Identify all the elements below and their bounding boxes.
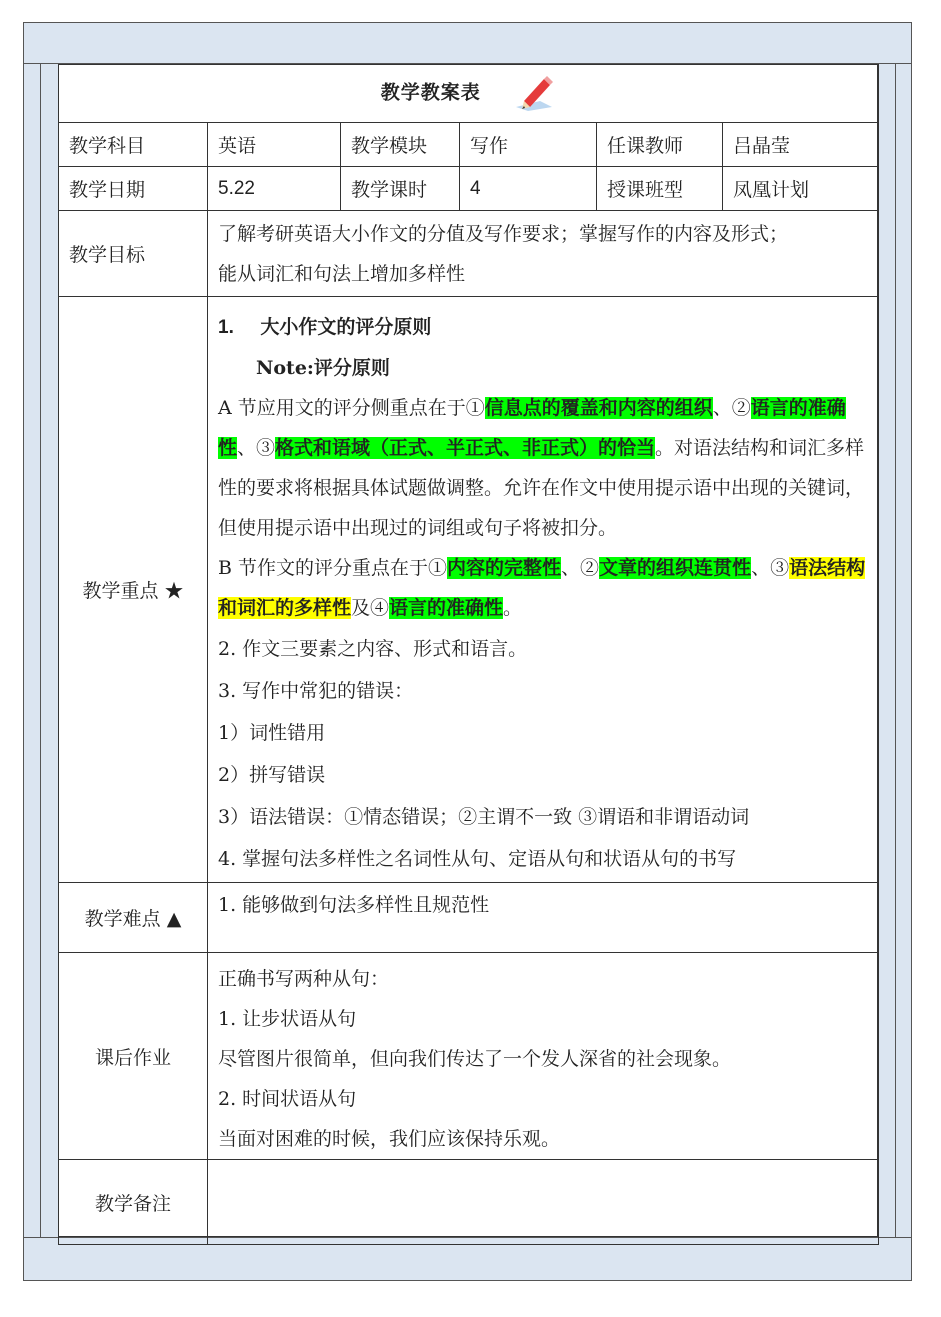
lesson-plan-table	[58, 64, 879, 1245]
objective-line1: 了解考研英语大小作文的分值及写作要求；掌握写作的内容及形式；	[218, 222, 789, 245]
date-label: 教学日期	[59, 167, 208, 211]
class-value: 凤凰计划	[723, 167, 879, 211]
subject-label: 教学科目	[59, 123, 208, 167]
notes-content	[208, 1160, 879, 1245]
class-label: 授课班型	[597, 167, 723, 211]
homework-sentence-1: 尽管图片很简单，但向我们传达了一个发人深省的社会现象。	[218, 1048, 732, 1070]
teacher-value: 吕晶莹	[723, 123, 879, 167]
error-3: 3）语法错误：①情态错误；②主谓不一致 ③谓语和非谓语动词	[218, 806, 750, 828]
date-value: 5.22	[208, 167, 341, 211]
focus-section-b: B 节作文的评分重点在于①内容的完整性、②文章的组织连贯性、③语法结构和词汇的多样性及④语言的准确性。	[218, 557, 866, 619]
objective-content	[208, 211, 879, 297]
difficulty-content: 1. 能够做到句法多样性且规范性	[208, 883, 879, 953]
objective-label: 教学目标	[59, 211, 208, 297]
teacher-label: 任课教师	[597, 123, 723, 167]
hours-value: 4	[460, 167, 597, 211]
homework-item-1: 1. 让步状语从句	[218, 1008, 357, 1030]
difficulty-label: 教学难点 ▲	[59, 883, 208, 953]
hours-label: 教学课时	[341, 167, 460, 211]
error-2: 2）拼写错误	[218, 764, 326, 786]
pencil-icon	[512, 71, 556, 116]
focus-note: Note:评分原则	[256, 357, 390, 379]
notes-label: 教学备注	[59, 1160, 208, 1245]
objective-line2: 能从词汇和句法上增加多样性	[218, 262, 466, 285]
error-1: 1）词性错用	[218, 722, 326, 744]
focus-section-a: A 节应用文的评分侧重点在于①信息点的覆盖和内容的组织、②语言的准确性、③格式和语域（正式、半正式、非正式）的恰当。对语法结构和词汇多样性的要求将根据具体试题做调整。允许在作文中使用提示语中出现的关键词，但使用提示语中出现过的词组或句子将被扣分。	[218, 397, 865, 539]
focus-label: 教学重点 ★	[59, 297, 208, 883]
subject-value: 英语	[208, 123, 341, 167]
focus-point-2: 2. 作文三要素之内容、形式和语言。	[218, 638, 528, 660]
homework-content	[208, 953, 879, 1160]
focus-heading-1: 1. 大小作文的评分原则	[218, 316, 432, 338]
focus-point-3: 3. 写作中常犯的错误：	[218, 680, 414, 702]
homework-sentence-2: 当面对困难的时候，我们应该保持乐观。	[218, 1128, 561, 1150]
module-value: 写作	[460, 123, 597, 167]
focus-point-4: 4. 掌握句法多样性之名词性从句、定语从句和状语从句的书写	[218, 848, 737, 870]
title-cell	[59, 65, 879, 123]
page-title: 教学教案表	[380, 81, 481, 104]
homework-intro: 正确书写两种从句：	[218, 968, 390, 990]
homework-label: 课后作业	[59, 953, 208, 1160]
homework-item-2: 2. 时间状语从句	[218, 1088, 357, 1110]
focus-content	[208, 297, 879, 883]
module-label: 教学模块	[341, 123, 460, 167]
